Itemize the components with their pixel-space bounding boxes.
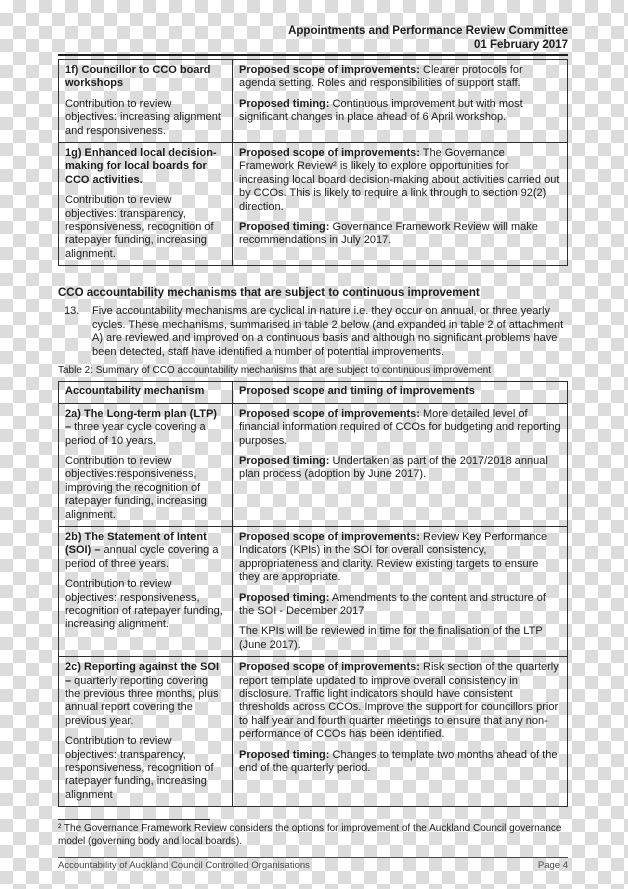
paragraph-text: Governance Framework Review will make recommendations in July 2017. (239, 221, 538, 247)
paragraph (65, 455, 226, 522)
table-row-2b (59, 526, 568, 656)
cell-improvements-2c (233, 657, 568, 807)
paragraph-number: 13. (64, 305, 80, 318)
paragraph (239, 98, 561, 125)
bold-label: 2c) Reporting against the SOI – (65, 661, 220, 687)
paragraph-text: three year cycle covering a period of 10 years. (65, 421, 206, 447)
table-row-2a (59, 403, 568, 526)
paragraph (65, 735, 226, 802)
paragraph (239, 749, 561, 776)
paragraph (239, 625, 561, 652)
table-row-1f (59, 60, 568, 143)
improvements-table-2 (58, 381, 568, 807)
bold-label: Proposed scope of improvements: (239, 530, 420, 543)
table-row-2c (59, 657, 568, 807)
paragraph (239, 592, 561, 619)
footer-page-number: Page 4 (537, 860, 568, 872)
paragraph (239, 408, 561, 448)
footnote-divider (58, 819, 210, 820)
paragraph-text: Risk section of the quarterly report template updated to improve overall consistency in disclosure. Traffic light indicators should have consistent thresholds across CCOs. Improve the support for councillors prior to half year and fourth quarter meetings to ensure that any non-performance of CCOs has been identified. (239, 661, 559, 741)
paragraph-text: Clearer protocols for agenda setting. Roles and responsibilities of support staff. (239, 64, 523, 90)
section-heading: CCO accountability mechanisms that are subject to continuous improvement (58, 287, 480, 300)
header-date: 01 February 2017 (474, 39, 568, 51)
bold-label: Proposed timing: (239, 221, 330, 234)
paragraph (65, 64, 226, 91)
paragraph (239, 221, 561, 248)
paragraph (239, 147, 561, 214)
page-footer (58, 857, 568, 872)
paragraph (65, 661, 226, 728)
paragraph-text: quarterly reporting covering the previous three months, plus annual report covering the previous year. (65, 674, 219, 727)
paragraph (239, 661, 561, 741)
document-header (58, 24, 568, 56)
table-row-1g (59, 143, 568, 266)
paragraph (65, 408, 226, 448)
paragraph (65, 531, 226, 571)
paragraph-text: Contribution to review objectives: responsiveness, recognition of ratepayer funding, increasing alignment. (65, 578, 223, 631)
paragraph (65, 194, 226, 261)
footnote-text: ² The Governance Framework Review considers the options for improvement of the Auckland Council governance model (governing body and local boards). (58, 823, 562, 847)
bold-label: Proposed scope of improvements: (239, 407, 420, 420)
cell-improvements-2b (233, 526, 568, 656)
column-header-improvements: Proposed scope and timing of improvements (233, 382, 568, 403)
column-header-mechanism: Accountability mechanism (59, 382, 233, 403)
bold-label: Proposed timing: (239, 97, 330, 110)
paragraph-text: annual cycle covering a period of three years. (65, 544, 219, 570)
paragraph (65, 578, 226, 632)
paragraph-text: Contribution to review objectives: transparency, responsiveness, recognition of ratepayer funding, increasing alignment. (65, 194, 214, 260)
bold-label: 2a) The Long-term plan (LTP) – (65, 407, 217, 434)
cell-mechanism-2c (59, 657, 233, 807)
bold-label: Proposed timing: (239, 591, 330, 604)
cell-improvements-1f (233, 60, 568, 143)
numbered-paragraph (58, 305, 568, 359)
paragraph-text: More detailed level of financial information required of CCOs for budgeting and reporting purposes. (239, 407, 561, 447)
footer-document-title: Accountability of Auckland Council Controlled Organisations (58, 860, 310, 872)
paragraph-text: Review Key Performance Indicators (KPIs) in the SOI for overall consistency, appropriateness and clarity. Review existing targets to ensure they are appropriate. (239, 530, 548, 584)
paragraph (239, 531, 561, 585)
bold-label: 1g) Enhanced local decision-making for local boards for CCO activities. (65, 147, 217, 186)
table-2-caption: Table 2: Summary of CCO accountability mechanisms that are subject to continuous improvement (58, 365, 491, 377)
cell-mechanism-1g (59, 143, 233, 266)
bold-label: Proposed scope of improvements: (239, 64, 420, 76)
paragraph (65, 147, 226, 187)
committee-title: Appointments and Performance Review Committee (288, 25, 568, 37)
cell-improvements-1g (233, 143, 568, 266)
paragraph-text: Amendments to the content and structure of the SOI - December 2017 (239, 591, 546, 617)
bold-label: Proposed scope of improvements: (239, 147, 420, 160)
bold-label: Proposed timing: (239, 454, 330, 467)
paragraph-text: Undertaken as part of the 2017/2018 annual plan process (adoption by June 2017). (239, 454, 548, 481)
cell-improvements-2a (233, 403, 568, 526)
paragraph-text: The KPIs will be reviewed in time for the finalisation of the LTP (June 2017). (239, 625, 543, 651)
cell-mechanism-2a (59, 403, 233, 526)
paragraph (239, 64, 561, 91)
document-page (58, 24, 568, 872)
bold-label: 2b) The Statement of Intent (SOI) – (65, 530, 207, 557)
table-header-row (59, 382, 568, 403)
bold-label: Proposed timing: (239, 748, 330, 761)
paragraph-text: Contribution to review objectives: transparency, responsiveness, recognition of ratepayer funding, increasing alignment (65, 735, 214, 801)
paragraph (239, 455, 561, 482)
bold-label: 1f) Councillor to CCO board workshops (65, 64, 211, 90)
paragraph-text: Contribution to review objectives:responsiveness, improving the recognition of ratepayer funding, increasing alignment. (65, 454, 207, 521)
paragraph-text: Continuous improvement but with most significant changes in place ahead of 6 April workshop. (239, 97, 523, 124)
paragraph-text: The Governance Framework Review² is likely to explore opportunities for increasing local board decision-making about activities carried out by CCOs. This is likely to require a link through to section 92(2) direction. (239, 147, 560, 213)
bold-label: Proposed scope of improvements: (239, 661, 420, 674)
paragraph-body: Five accountability mechanisms are cyclical in nature i.e. they occur on annual, or three yearly cycles. These mechanisms, summarised in table 2 below (and expanded in table 2 of attachment A) are reviewed and improved on a continuous basis and although no significant problems have been detected, staff have identified a number of potential improvements. (92, 305, 564, 358)
paragraph-text: Changes to template two months ahead of the end of the quarterly period. (239, 748, 558, 775)
improvements-table-1 (58, 59, 568, 266)
paragraph (65, 98, 226, 138)
cell-mechanism-1f (59, 60, 233, 143)
cell-mechanism-2b (59, 526, 233, 656)
paragraph-text: Contribution to review objectives: increasing alignment and responsiveness. (65, 97, 221, 137)
